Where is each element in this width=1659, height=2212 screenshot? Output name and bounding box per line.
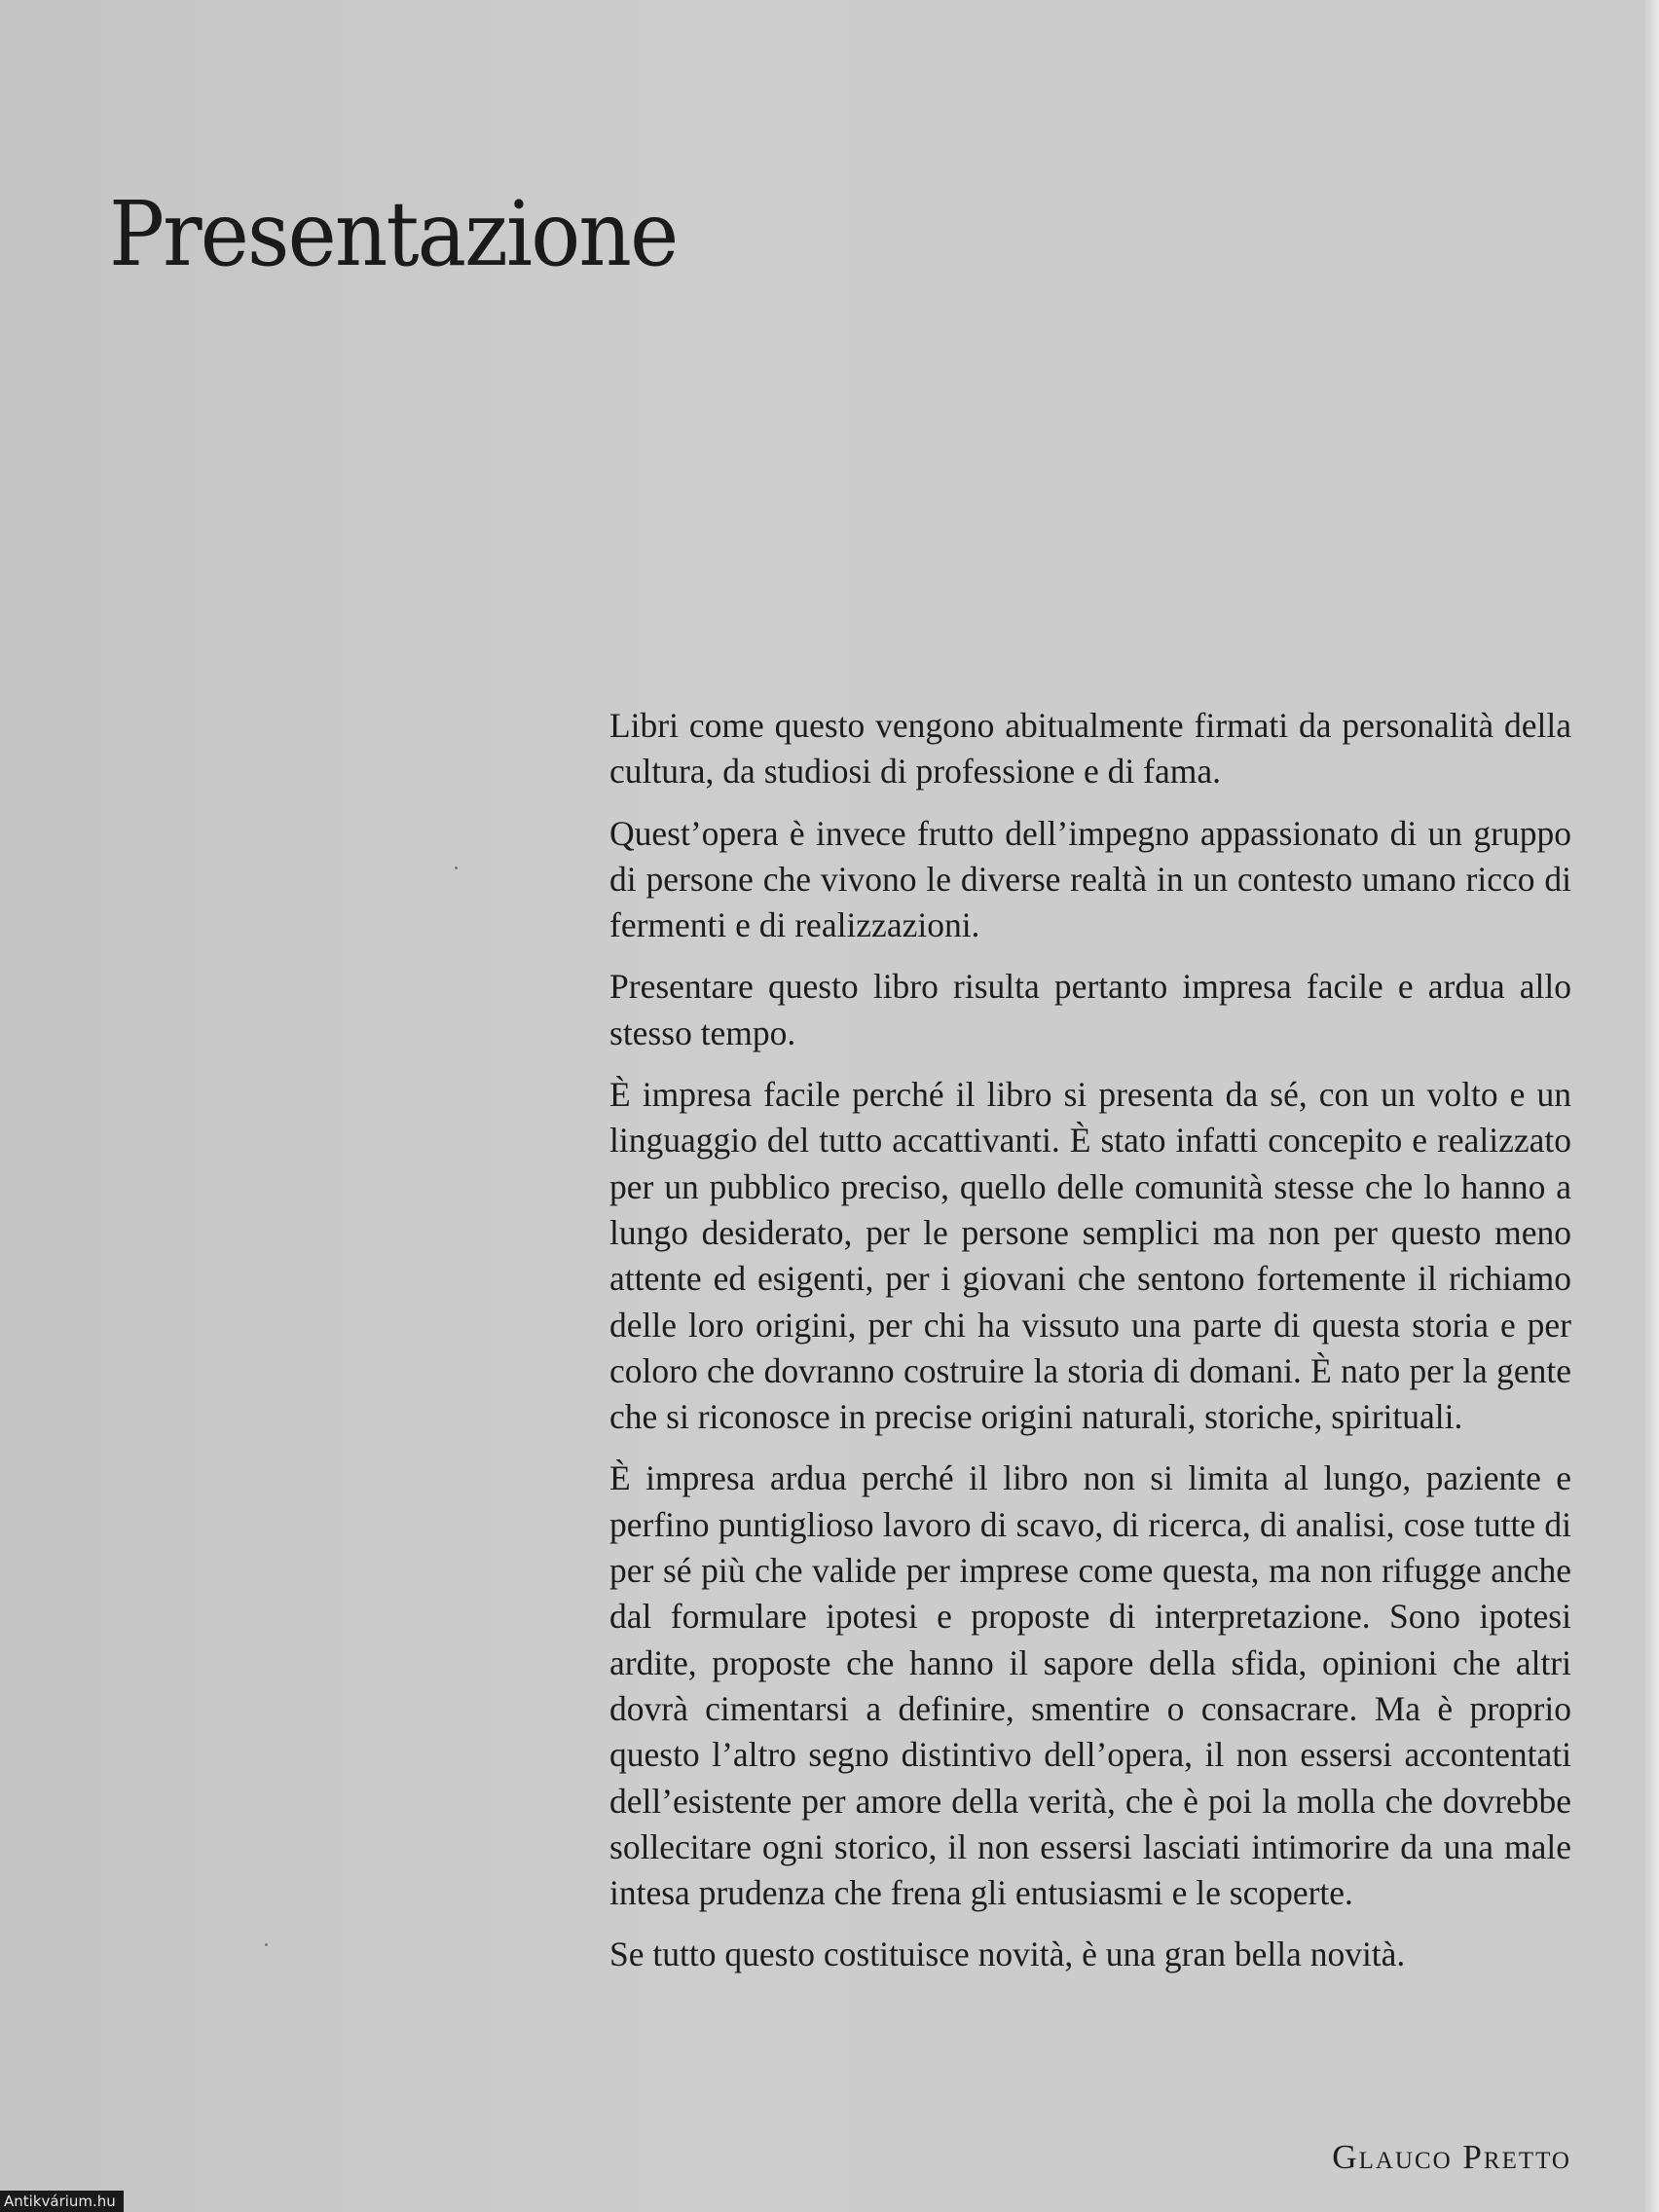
paragraph: È impresa ardua perché il libro non si limita al lungo, paziente e perfino puntiglioso lavoro di scavo, di ricerca, di analisi, cose tutte di per sé più che valide per imprese come questa, ma non rifugge anche dal formulare ipotesi e proposte di interpretazione. Sono ipotesi ardite, proposte che hanno il sapore della sfida, opinioni che altri dovrà cimentarsi a definire, smentire o consacrare. Ma è proprio questo l’altro segno distintivo dell’opera, il non essersi accontentati dell’esistente per amore della verità, che è poi la molla che dovrebbe sollecitare ogni storico, il non essersi lasciati intimorire da una male intesa prudenza che frena gli entusiasmi e le scoperte. — [609, 1458, 1571, 1913]
paragraph: Libri come questo vengono abitualmente firmati da personalità della cultura, da studiosi di professione e di fama. — [609, 706, 1571, 792]
paper-speck — [265, 1943, 268, 1946]
page-edge — [1645, 0, 1659, 2212]
page-title: Presentazione — [109, 182, 678, 286]
paragraph: Presentare questo libro risulta pertanto impresa facile e ardua allo stesso tempo. — [609, 967, 1571, 1052]
paper-speck — [455, 866, 458, 869]
presentation-text — [609, 703, 1571, 1978]
watermark: Antikvárium.hu — [0, 2191, 124, 2212]
paragraph: Quest’opera è invece frutto dell’impegno appassionato di un gruppo di persone che vivono le diverse realtà in un contesto umano ricco di fermenti e di realizzazioni. — [609, 813, 1571, 945]
author-signature: Glauco Pretto — [1332, 2138, 1571, 2176]
paragraph: Se tutto questo costituisce novità, è una gran bella novità. — [609, 1935, 1406, 1974]
paragraph: È impresa facile perché il libro si presenta da sé, con un volto e un linguaggio del tutto accattivanti. È stato infatti concepito e realizzato per un pubblico preciso, quello delle comunità stesse che lo hanno a lungo desiderato, per le persone semplici ma non per questo meno attente ed esigenti, per i giovani che sentono fortemente il richiamo delle loro origini, per chi ha vissuto una parte di questa storia e per coloro che dovranno costruire la storia di domani. È nato per la gente che si riconosce in precise origini naturali, storiche, spirituali. — [609, 1075, 1571, 1437]
